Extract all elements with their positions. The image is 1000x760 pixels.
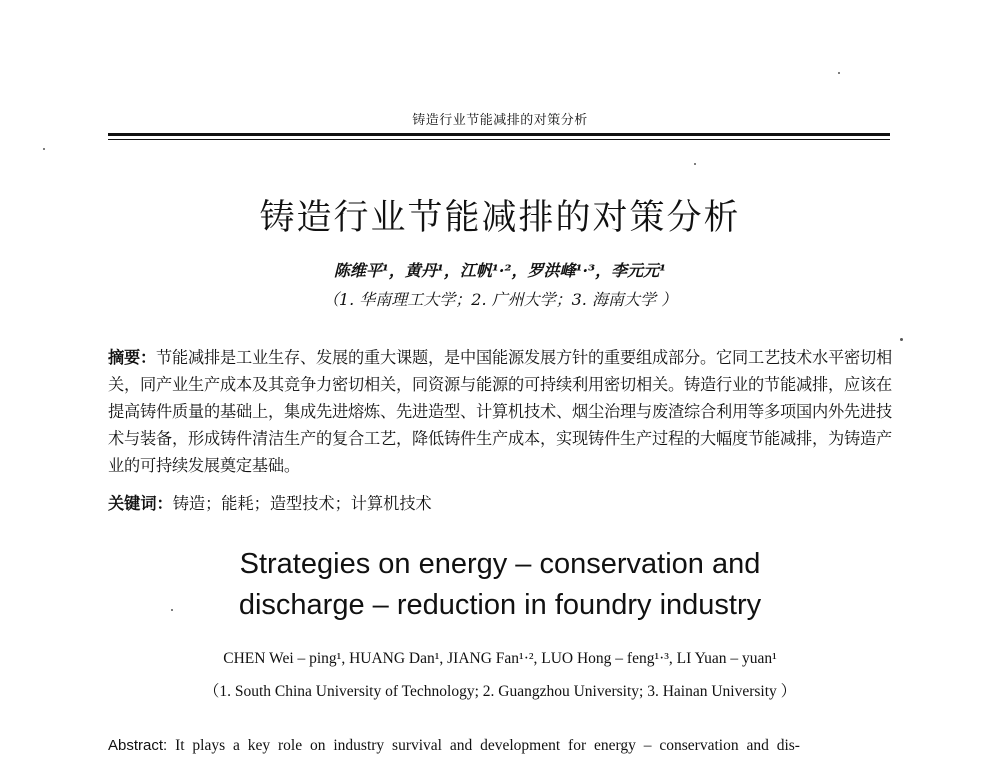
english-title-line-2: discharge – reduction in foundry industry [238, 589, 762, 621]
chinese-keywords-label: 关键词： [108, 494, 173, 513]
scan-speck [171, 609, 173, 611]
chinese-authors: 陈维平¹，黄丹¹，江帆¹·²，罗洪峰¹·³，李元元¹ [333, 261, 667, 280]
header-rule-thin [108, 139, 890, 140]
english-authors: CHEN Wei – ping¹, HUANG Dan¹, JIANG Fan¹·², LUO Hong – feng¹·³, LI Yuan – yuan¹ [223, 650, 777, 667]
chinese-abstract-label: 摘要： [108, 348, 157, 367]
english-abstract [108, 737, 898, 755]
chinese-abstract-text: 节能减排是工业生存、发展的重大课题，是中国能源发展方针的重要组成部分。它同工艺技术水平密切相关，同产业生产成本及其竞争力密切相关，同资源与能源的可持续利用密切相关。铸造行业的节能减排，应该在提高铸件质量的基础上，集成先进熔炼、先进造型、计算机技术、烟尘治理与废渣综合利用等多项国内外先进技术与装备，形成铸件清洁生产的复合工艺，降低铸件生产成本，实现铸件生产过程的大幅度节能减排，为铸造产业的可持续发展奠定基础。 [108, 348, 893, 475]
english-affiliations: （1. South China University of Technology; 2. Guangzhou University; 3. Hainan University ） [203, 683, 797, 700]
chinese-title: 铸造行业节能减排的对策分析 [259, 198, 741, 238]
english-abstract-label: Abstract: [108, 737, 168, 754]
scan-speck [694, 163, 696, 165]
header-rule-thick [108, 133, 890, 136]
english-title [0, 544, 1000, 626]
scan-speck [43, 148, 45, 150]
english-title-line-1: Strategies on energy – conservation and [239, 548, 761, 580]
chinese-keywords-text: 铸造；能耗；造型技术；计算机技术 [172, 494, 432, 513]
scan-speck [900, 338, 903, 341]
running-header: 铸造行业节能减排的对策分析 [412, 113, 588, 128]
english-abstract-text: It plays a key role on industry survival and development for energy – conservation and dis- [175, 737, 800, 754]
chinese-affiliations: （1. 华南理工大学；2. 广州大学；3. 海南大学 ） [322, 290, 678, 309]
scan-speck [838, 72, 840, 74]
chinese-keywords [108, 490, 892, 517]
chinese-abstract [108, 344, 892, 479]
